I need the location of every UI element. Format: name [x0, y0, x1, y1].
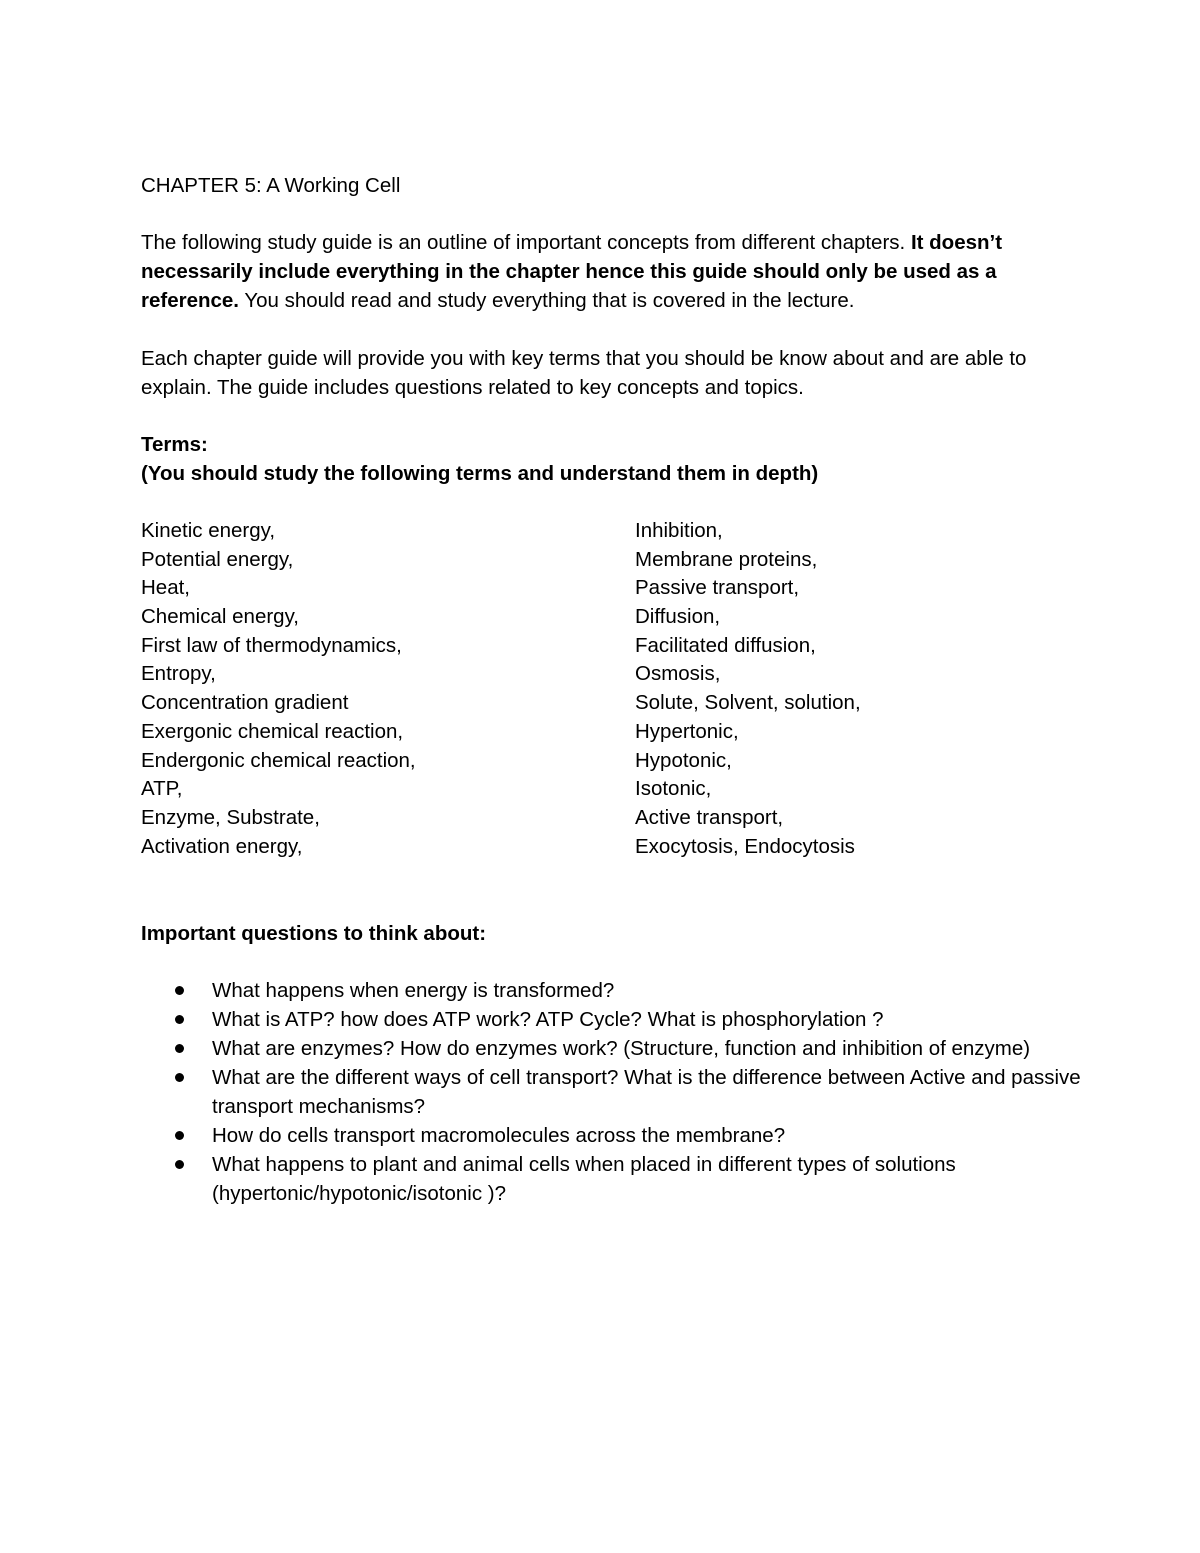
term-item: Potential energy,: [141, 547, 294, 571]
terms-list-left: [141, 516, 601, 860]
terms-heading: Terms:: [141, 433, 208, 456]
question-item: [141, 1121, 1081, 1150]
chapter-title: CHAPTER 5: A Working Cell: [141, 174, 401, 197]
bullet-icon: [175, 1131, 184, 1140]
bullet-icon: [175, 1073, 184, 1082]
question-text: How do cells transport macromolecules across the membrane?: [212, 1124, 786, 1147]
term-item: Endergonic chemical reaction,: [141, 748, 416, 772]
question-item: [141, 1034, 1081, 1063]
question-text: What happens when energy is transformed?: [212, 979, 615, 1002]
question-item: [141, 976, 1081, 1005]
terms-list-right: [635, 516, 1065, 860]
question-text: What are enzymes? How do enzymes work? (Structure, function and inhibition of enzyme): [212, 1037, 1031, 1060]
term-item: Exocytosis, Endocytosis: [635, 834, 855, 858]
intro-text-start: The following study guide is an outline of important concepts from different chapters.: [141, 231, 911, 254]
term-item: Passive transport,: [635, 576, 800, 600]
question-text: What happens to plant and animal cells when placed in different types of solutions (hypertonic/hypotonic/isotonic )?: [212, 1153, 956, 1205]
term-item: Chemical energy,: [141, 605, 299, 629]
term-item: Activation energy,: [141, 834, 303, 858]
term-item: Hypotonic,: [635, 748, 732, 772]
intro-paragraph: [141, 228, 1071, 315]
question-text: What are the different ways of cell transport? What is the difference between Active and passive transport mechanisms?: [212, 1066, 1081, 1118]
questions-list: [141, 976, 1081, 1208]
question-item: [141, 1150, 1081, 1208]
term-item: First law of thermodynamics,: [141, 633, 402, 657]
question-item: [141, 1063, 1081, 1121]
bullet-icon: [175, 1160, 184, 1169]
intro-text-end: You should read and study everything that is covered in the lecture.: [239, 289, 855, 312]
term-item: Kinetic energy,: [141, 519, 276, 542]
question-text: What is ATP? how does ATP work? ATP Cycle? What is phosphorylation ?: [212, 1008, 884, 1031]
questions-heading: Important questions to think about:: [141, 922, 487, 945]
term-item: Exergonic chemical reaction,: [141, 719, 404, 743]
term-item: Diffusion,: [635, 605, 721, 629]
bullet-icon: [175, 1044, 184, 1053]
term-item: Hypertonic,: [635, 719, 739, 743]
term-item: Concentration gradient: [141, 691, 349, 715]
term-item: Membrane proteins,: [635, 547, 818, 571]
term-item: Entropy,: [141, 662, 216, 686]
terms-subheading: (You should study the following terms and understand them in depth): [141, 462, 819, 485]
intro-bold-note: It doesn’t necessarily include everything in the chapter hence this guide should only be used as a reference.: [141, 231, 1003, 312]
term-item: Osmosis,: [635, 662, 721, 686]
guide-description-paragraph: Each chapter guide will provide you with key terms that you should be know about and are able to explain. The guide includes questions related to key concepts and topics.: [141, 347, 1027, 399]
term-item: Facilitated diffusion,: [635, 633, 816, 657]
term-item: Inhibition,: [635, 519, 723, 542]
term-item: Active transport,: [635, 805, 784, 829]
bullet-icon: [175, 1015, 184, 1024]
bullet-icon: [175, 986, 184, 995]
term-item: Isotonic,: [635, 777, 712, 801]
term-item: Solute, Solvent, solution,: [635, 691, 861, 715]
term-item: ATP,: [141, 777, 183, 801]
term-item: Enzyme, Substrate,: [141, 805, 320, 829]
term-item: Heat,: [141, 576, 190, 600]
question-item: [141, 1005, 1081, 1034]
